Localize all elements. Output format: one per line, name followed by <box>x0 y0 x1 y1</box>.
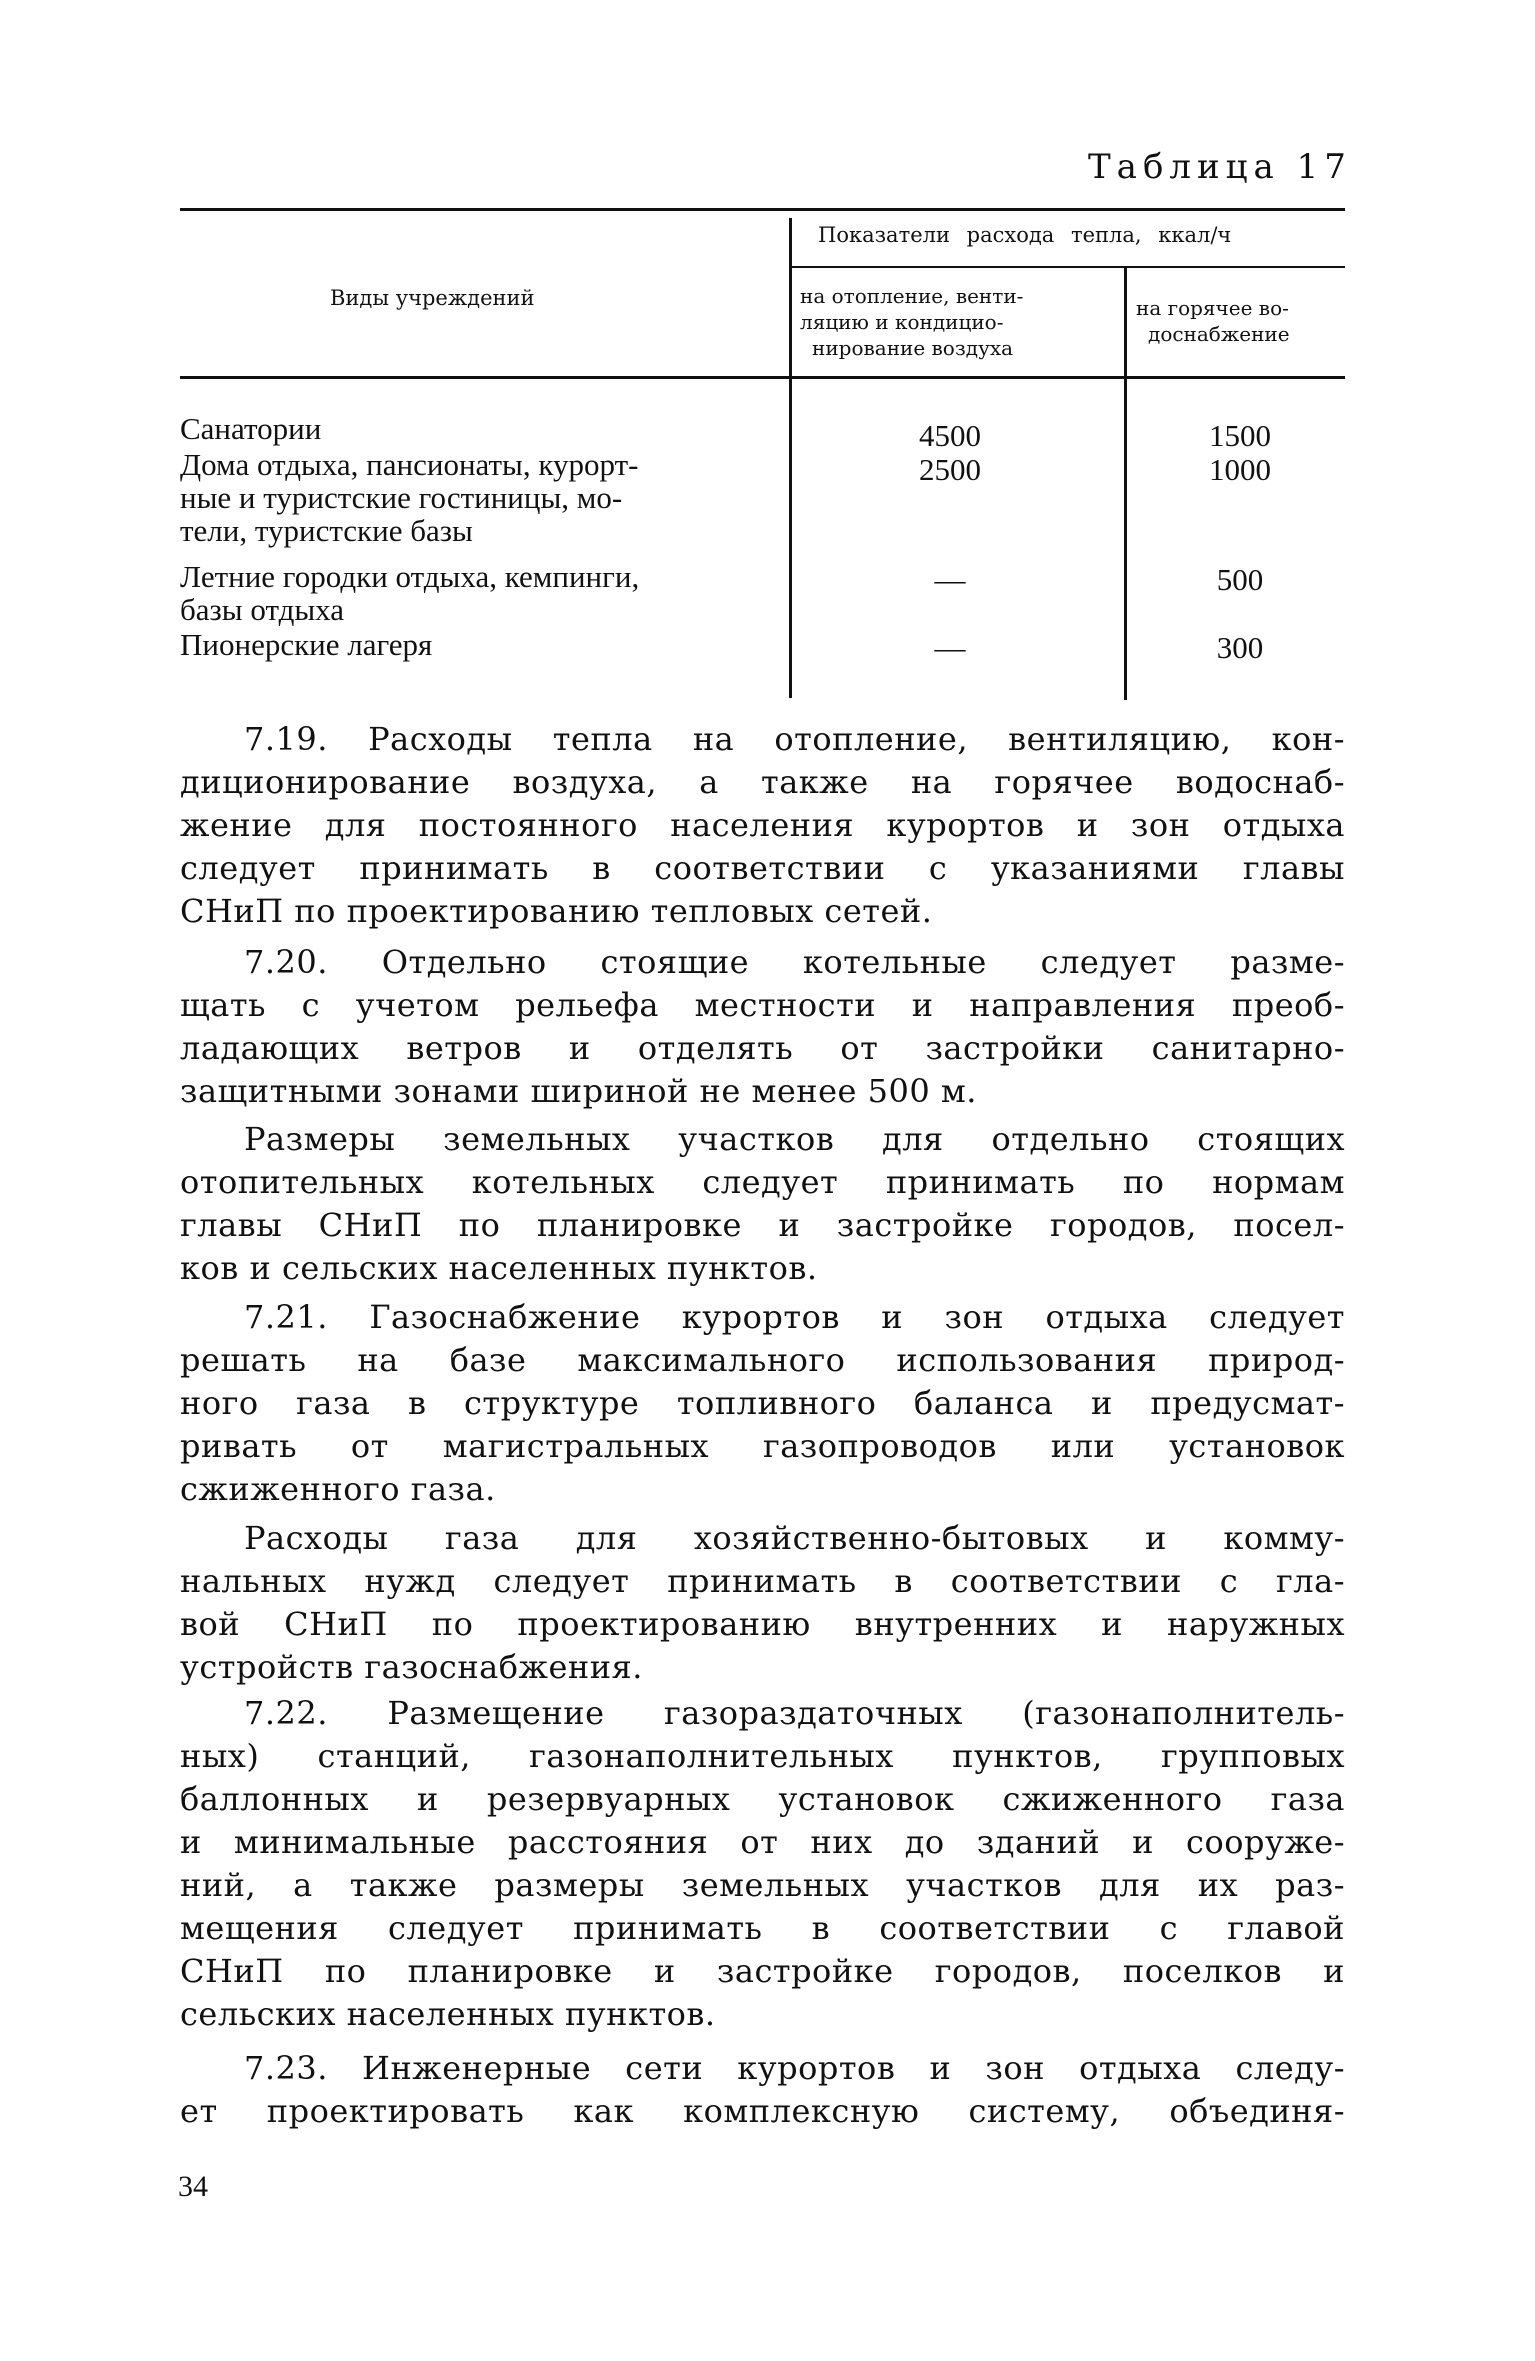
table-cell-heating: — <box>934 562 966 597</box>
paragraph-7-21 <box>180 1296 1345 1511</box>
header-heating-column <box>800 283 1118 361</box>
paragraph-line: вой СНиП по проектированию внутренних и наружных <box>180 1605 1345 1643</box>
paragraph-line: СНиП по проектированию тепловых сетей. <box>180 892 933 930</box>
table-row-name-line: Дома отдыха, пансионаты, курорт- <box>180 447 639 482</box>
paragraph-line: ет проектировать как комплексную систему, объединя- <box>180 2092 1345 2130</box>
header-heating-line: нирование воздуха <box>812 336 1014 360</box>
paragraph-7-22 <box>180 1692 1345 2036</box>
paragraph-line: СНиП по планировке и застройке городов, поселков и <box>180 1952 1345 1990</box>
paragraph-line: 7.21. Газоснабжение курортов и зон отдыха следует <box>244 1298 1345 1336</box>
paragraph-7-23 <box>180 2047 1345 2133</box>
table-cell-heating: 4500 <box>919 418 981 453</box>
paragraph-line: щать с учетом рельефа местности и направления преоб- <box>180 986 1345 1024</box>
paragraph-line: диционирование воздуха, а также на горячее водоснаб- <box>180 763 1345 801</box>
paragraph-line: и минимальные расстояния от них до зданий и сооруже- <box>180 1823 1345 1861</box>
table-row-name: Пионерские лагеря <box>180 627 433 662</box>
table-group-rule <box>790 266 1345 268</box>
paragraph-line: устройств газоснабжения. <box>180 1648 643 1686</box>
table-header-bottom-rule <box>180 376 1345 379</box>
paragraph-7-20 <box>180 941 1345 1113</box>
header-heating-line: ляцию и кондицио- <box>800 310 1004 334</box>
table-row-name-line: Летние городки отдыха, кемпинги, <box>180 559 640 594</box>
table-row-name: Санатории <box>180 411 322 446</box>
table-cell-water: 500 <box>1216 562 1264 597</box>
table-cell-heating: 2500 <box>919 452 981 487</box>
paragraph-line: 7.19. Расходы тепла на отопление, вентиляцию, кон- <box>244 720 1345 758</box>
paragraph-line: главы СНиП по планировке и застройке городов, посел- <box>180 1206 1345 1244</box>
paragraph-line: ного газа в структуре топливного баланса и предусмат- <box>180 1384 1345 1422</box>
table-cell-water: 1500 <box>1209 418 1271 453</box>
paragraph-line: следует принимать в соответствии с указаниями главы <box>180 849 1345 887</box>
table-row-name-line: тели, туристские базы <box>180 513 473 548</box>
paragraph-line: ний, а также размеры земельных участков для их раз- <box>180 1866 1345 1904</box>
header-water-line: на горячее во- <box>1136 296 1289 320</box>
table-cell-water: 1000 <box>1209 452 1271 487</box>
header-heat-indicators: Показатели расхода тепла, ккал/ч <box>818 223 1232 247</box>
paragraph-7-19 <box>180 718 1345 933</box>
paragraph-line: нальных нужд следует принимать в соответствии с гла- <box>180 1562 1345 1600</box>
header-water-line: доснабжение <box>1148 322 1290 346</box>
paragraph-line: 7.20. Отдельно стоящие котельные следует разме- <box>244 943 1345 981</box>
paragraph-gas-consumption <box>180 1517 1345 1689</box>
paragraph-line: Расходы газа для хозяйственно-бытовых и комму- <box>244 1519 1345 1557</box>
paragraph-line: 7.22. Размещение газораздаточных (газонаполнитель- <box>244 1694 1345 1732</box>
paragraph-line: отопительных котельных следует принимать по нормам <box>180 1163 1345 1201</box>
table-row-name-line: ные и туристские гостиницы, мо- <box>180 480 623 515</box>
header-institution-types: Виды учреждений <box>330 286 535 310</box>
paragraph-line: ривать от магистральных газопроводов или установок <box>180 1427 1345 1465</box>
table-cell-water: 300 <box>1216 630 1264 665</box>
paragraph-line: жение для постоянного населения курортов и зон отдыха <box>180 806 1345 844</box>
paragraph-line: ных) станций, газонаполнительных пунктов, групповых <box>180 1737 1345 1775</box>
table-col-divider-1 <box>789 218 792 698</box>
paragraph-line: защитными зонами шириной не менее 500 м. <box>180 1072 977 1110</box>
paragraph-line: ладающих ветров и отделять от застройки санитарно- <box>180 1029 1345 1067</box>
paragraph-line: сельских населенных пунктов. <box>180 1995 716 2033</box>
paragraph-line: Размеры земельных участков для отдельно стоящих <box>244 1120 1345 1158</box>
table-row-name <box>180 448 770 547</box>
paragraph-line: мещения следует принимать в соответствии с главой <box>180 1909 1345 1947</box>
table-cell-heating: — <box>934 630 966 665</box>
paragraph-line: баллонных и резервуарных установок сжиженного газа <box>180 1780 1345 1818</box>
page-number: 34 <box>178 2170 208 2203</box>
paragraph-plot-sizes <box>180 1118 1345 1290</box>
table-title: Таблица 17 <box>1088 147 1352 187</box>
paragraph-line: ков и сельских населенных пунктов. <box>180 1249 818 1287</box>
header-hot-water-column <box>1136 295 1346 347</box>
table-col-divider-2 <box>1124 268 1127 700</box>
header-heating-line: на отопление, венти- <box>800 284 1024 308</box>
paragraph-line: 7.23. Инженерные сети курортов и зон отдыха следу- <box>244 2049 1345 2087</box>
paragraph-line: сжиженного газа. <box>180 1470 496 1508</box>
table-row-name-line: базы отдыха <box>180 592 345 627</box>
table-top-rule <box>180 208 1345 211</box>
paragraph-line: решать на базе максимального использования природ- <box>180 1341 1345 1379</box>
table-row-name <box>180 560 770 626</box>
